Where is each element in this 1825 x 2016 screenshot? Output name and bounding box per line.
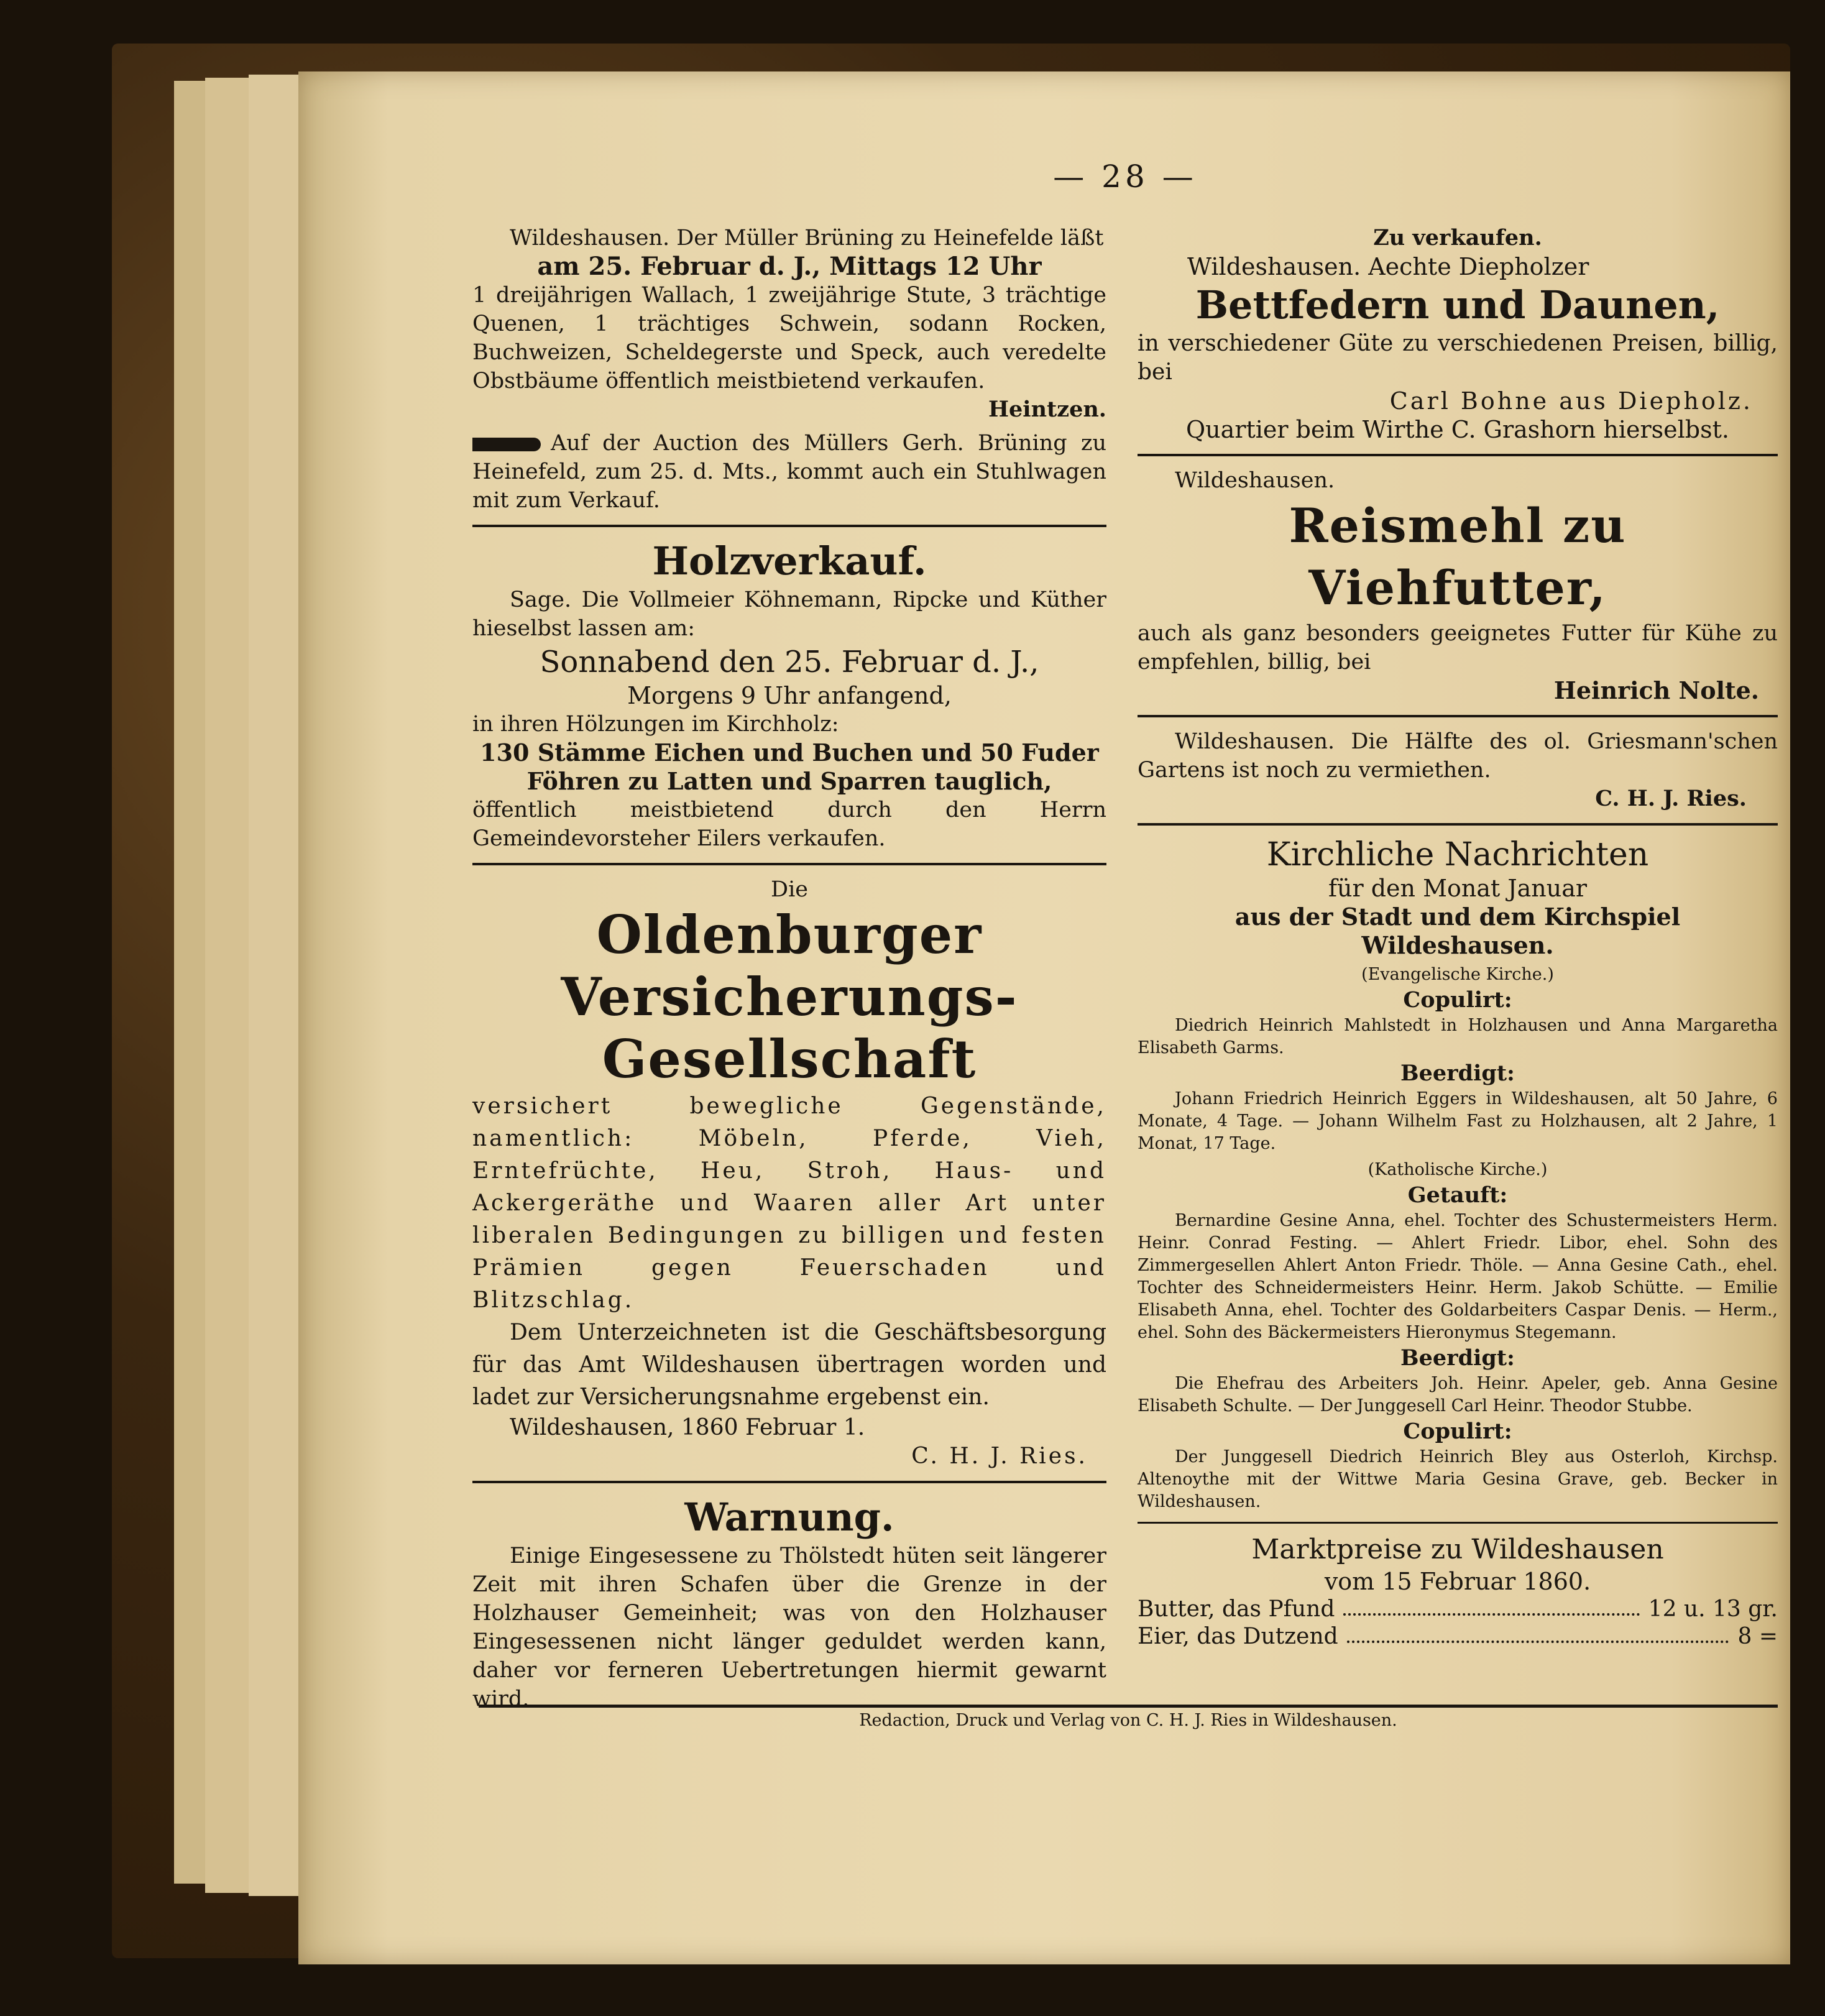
leader-dots xyxy=(1347,1623,1729,1643)
price-row xyxy=(1138,1623,1778,1650)
ad-intro: Sage. Die Vollmeier Köhnemann, Ripcke und Küther hieselbst lassen am: xyxy=(472,587,1106,641)
ad-title: Oldenburger Versicherungs- xyxy=(561,904,1018,1028)
church-subtitle: aus der Stadt und dem Kirchspiel Wildeshausen. xyxy=(1234,903,1681,959)
ad-outro: öffentlich meistbietend durch den Herrn Gemeindevorsteher Eilers verkaufen. xyxy=(472,798,1106,851)
ad-kicker: Zu verkaufen. xyxy=(1373,225,1542,251)
ad-garten xyxy=(1138,727,1778,813)
ad-stuhlwagen xyxy=(472,429,1106,515)
left-column xyxy=(472,224,1106,1713)
ad-intro: Wildeshausen. Aechte Diepholzer xyxy=(1187,253,1589,280)
church-section-heading: Beerdigt: xyxy=(1400,1061,1515,1086)
leader-dots xyxy=(1343,1596,1639,1616)
ad-text: Wildeshausen. Die Hälfte des ol. Griesmann'schen Gartens ist noch zu vermiethen. xyxy=(1138,729,1778,783)
ad-date: Sonnabend den 25. Februar d. J., xyxy=(540,645,1039,679)
divider xyxy=(1138,454,1778,456)
ad-text: Auf der Auction des Müllers Gerh. Brüning zu Heinefeld, zum 25. d. Mts., kommt auch ein Stuhlwagen mit zum Verkauf. xyxy=(472,431,1106,513)
ad-title: Gesellschaft xyxy=(602,1028,977,1090)
ad-auction-bruening xyxy=(472,224,1106,424)
ad-title: Holzverkauf. xyxy=(652,538,927,584)
ad-signature: Heinrich Nolte. xyxy=(1553,676,1759,704)
church-entry: Der Junggesell Diedrich Heinrich Bley aus Osterloh, Kirchsp. Altenoythe mit der Wittwe Maria Gesina Grave, geb. Becker in Wildeshausen. xyxy=(1138,1447,1778,1511)
price-value: 12 u. 13 gr. xyxy=(1648,1596,1778,1622)
ad-title: Reismehl zu Viehfutter, xyxy=(1289,498,1627,615)
market-date: vom 15 Februar 1860. xyxy=(1324,1568,1591,1595)
price-item: Eier, das Dutzend xyxy=(1138,1624,1338,1649)
price-row xyxy=(1138,1596,1778,1623)
ad-quarters: Quartier beim Wirthe C. Grashorn hierselbst. xyxy=(1186,416,1729,443)
ad-text: Einige Eingesessene zu Thölstedt hüten seit längerer Zeit mit ihren Schafen über die Grenze in der Holzhauser Gemeinheit; was von den Holzhauser Eingesessenen nicht länger geduldet werden kann, daher vor ferneren Uebertretungen hiermit gewarnt wird. xyxy=(472,1544,1106,1711)
ad-intro: Wildeshausen. Der Müller Brüning zu Heinefelde läßt xyxy=(510,226,1104,251)
market-prices xyxy=(1138,1532,1778,1650)
church-subtitle: für den Monat Januar xyxy=(1328,875,1588,902)
ad-holzverkauf xyxy=(472,537,1106,853)
ad-date: am 25. Februar d. J., Mittags 12 Uhr xyxy=(537,252,1042,281)
church-news xyxy=(1138,835,1778,1513)
price-item: Butter, das Pfund xyxy=(1138,1596,1335,1622)
ad-goods: 130 Stämme Eichen und Buchen und 50 Fuder xyxy=(480,739,1099,766)
ad-title: Warnung. xyxy=(684,1494,894,1540)
divider xyxy=(1138,823,1778,826)
ad-signature: Heintzen. xyxy=(988,397,1106,422)
church-entry: Johann Friedrich Heinrich Eggers in Wildeshausen, alt 50 Jahre, 6 Monate, 4 Tage. — Johann Wilhelm Fast zu Holzhausen, alt 2 Jahre, 1 Monat, 17 Tage. xyxy=(1138,1089,1778,1153)
church-denomination: (Evangelische Kirche.) xyxy=(1361,965,1554,984)
ad-kicker: Die xyxy=(771,877,808,902)
church-entry: Diedrich Heinrich Mahlstedt in Holzhausen und Anna Margaretha Elisabeth Garms. xyxy=(1138,1016,1778,1057)
ad-intro: Wildeshausen. xyxy=(1175,468,1335,493)
ad-text: versichert bewegliche Gegenstände, namentlich: Möbeln, Pferde, Vieh, Erntefrüchte, Heu, Stroh, Haus- und Ackergeräthe und Waaren aller Art unter liberalen Bedingungen zu billigen und festen Prämien gegen Feuerschaden und Blitzschlag. xyxy=(472,1093,1106,1313)
page-edge xyxy=(249,75,300,1896)
church-entry: Die Ehefrau des Arbeiters Joh. Heinr. Apeler, geb. Anna Gesine Elisabeth Schulte. — Der Junggesell Carl Heinr. Theodor Stubbe. xyxy=(1138,1374,1778,1415)
church-section-heading: Beerdigt: xyxy=(1400,1345,1515,1371)
ad-bettfedern xyxy=(1138,224,1778,444)
church-section-heading: Getauft: xyxy=(1407,1182,1508,1208)
divider xyxy=(1138,1522,1778,1524)
ad-signature: C. H. J. Ries. xyxy=(911,1443,1088,1469)
ad-time: Morgens 9 Uhr anfangend, xyxy=(627,682,952,709)
divider xyxy=(1138,715,1778,717)
market-title: Marktpreise zu Wildeshausen xyxy=(1251,1534,1664,1565)
right-column xyxy=(1138,224,1778,1650)
ad-text: in verschiedener Güte zu verschiedenen Preisen, billig, bei xyxy=(1138,331,1778,385)
ad-goods: Föhren zu Latten und Sparren tauglich, xyxy=(526,767,1052,795)
divider xyxy=(472,863,1106,865)
church-section-heading: Copulirt: xyxy=(1403,1419,1512,1444)
church-denomination: (Katholische Kirche.) xyxy=(1368,1160,1548,1179)
ad-text: 1 dreijährigen Wallach, 1 zweijährige Stute, 3 trächtige Quenen, 1 trächtiges Schwein, sodann Rocken, Buchweizen, Scheldegerste und Speck, auch veredelte Obstbäume öffentlich meistbietend verkaufen. xyxy=(472,283,1106,394)
ad-signature: C. H. J. Ries. xyxy=(1595,786,1747,811)
ad-warnung xyxy=(472,1493,1106,1713)
ad-place: in ihren Hölzungen im Kirchholz: xyxy=(472,712,839,737)
ad-versicherung xyxy=(472,875,1106,1471)
ad-dateline: Wildeshausen, 1860 Februar 1. xyxy=(510,1415,865,1440)
ad-title: Bettfedern und Daunen, xyxy=(1195,282,1720,328)
imprint: Redaction, Druck und Verlag von C. H. J. Ries in Wildeshausen. xyxy=(859,1711,1397,1730)
church-section-heading: Copulirt: xyxy=(1403,987,1512,1013)
divider xyxy=(472,525,1106,527)
footer-rule xyxy=(479,1705,1778,1708)
ad-text: Dem Unterzeichneten ist die Geschäftsbesorgung für das Amt Wildeshausen übertragen worden und ladet zur Versicherungsnahme ergebenst ein. xyxy=(472,1320,1106,1410)
price-value: 8 = xyxy=(1737,1624,1778,1649)
page-number: — 28 — xyxy=(1053,159,1197,195)
ad-seller: Carl Bohne aus Diepholz. xyxy=(1389,387,1753,415)
divider xyxy=(472,1481,1106,1483)
ad-reismehl xyxy=(1138,466,1778,705)
church-title: Kirchliche Nachrichten xyxy=(1266,836,1649,873)
church-entry: Bernardine Gesine Anna, ehel. Tochter des Schustermeisters Herm. Heinr. Conrad Festing. — Ahlert Friedr. Libor, ehel. Sohn des Zimmergesellen Ahlert Anton Friedr. Thöle. — Anna Gesine Cath., ehel. Tochter des Schneidermeisters Heinr. Herm. Jakob Schütte. — Emilie Elisabeth Anna, ehel. Tochter des Goldarbeiters Caspar Denis. — Herm., ehel. Sohn des Bäckermeisters Hieronymus Stegemann. xyxy=(1138,1211,1778,1342)
pointing-hand-icon xyxy=(472,438,541,451)
ad-text: auch als ganz besonders geeignetes Futter für Kühe zu empfehlen, billig, bei xyxy=(1138,621,1778,674)
